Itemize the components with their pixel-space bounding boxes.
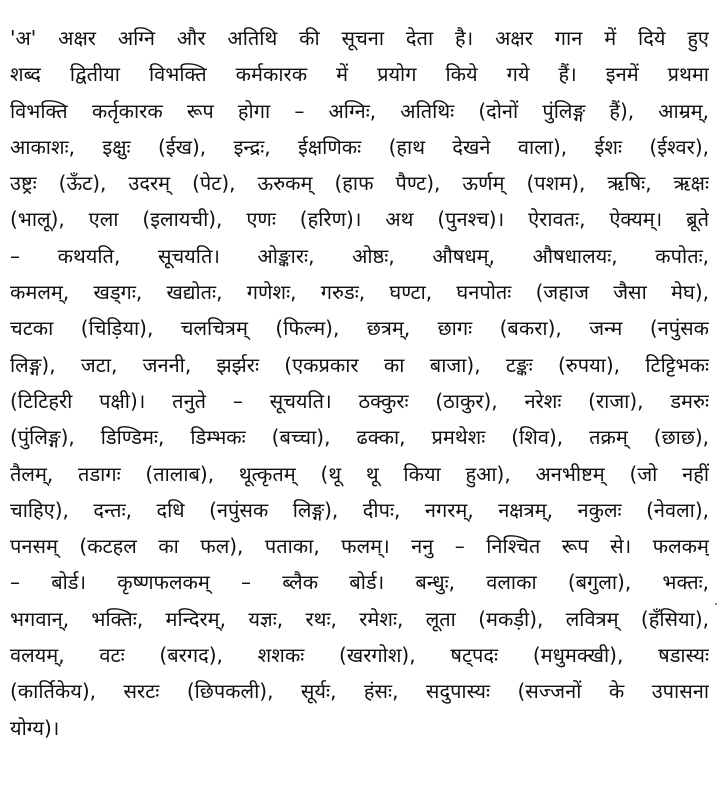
text-line-3: विभक्ति कर्तृकारक रूप होगा – अग्निः, अतिथिः (दोनों पुंलिङ्ग हैं), आम्रम्, <box>10 98 709 123</box>
text-line-2: शब्द द्वितीया विभक्ति कर्मकारक में प्रयोग किये गये हैं। इनमें प्रथमा <box>10 62 709 87</box>
text-line-7: – कथयति, सूचयति। ओङ्कारः, ओष्ठः, औषधम्, औषधालयः, कपोतः, <box>10 243 709 268</box>
text-line-12: (पुंलिङ्ग), डिण्डिमः, डिम्भकः (बच्चा), ढक्का, प्रमथेशः (शिव), तक्रम् (छाछ), <box>10 425 709 450</box>
text-line-8: कमलम्, खड्गः, खद्योतः, गणेशः, गरुडः, घण्टा, घनपोतः (जहाज जैसा मेघ), <box>10 280 709 305</box>
text-line-14: चाहिए), दन्तः, दधि (नपुंसक लिङ्ग), दीपः, नगरम्, नक्षत्रम्, नकुलः (नेवला), <box>10 497 709 522</box>
text-line-5: उष्ट्रः (ऊँट), उदरम् (पेट), ऊरुकम् (हाफ पैण्ट), ऊर्णम् (पशम), ऋषिः, ऋक्षः <box>10 171 709 196</box>
scan-speck <box>715 603 717 605</box>
text-line-1: 'अ' अक्षर अग्नि और अतिथि की सूचना देता है। अक्षर गान में दिये हुए <box>10 26 709 50</box>
text-line-9: चटका (चिड़िया), चलचित्रम् (फिल्म), छत्रम्, छागः (बकरा), जन्म (नपुंसक <box>10 316 709 341</box>
text-line-6: (भालू), एला (इलायची), एणः (हरिण)। अथ (पुनश्च)। ऐरावतः, ऐक्यम्। ब्रूते <box>10 207 709 232</box>
text-block <box>10 20 709 746</box>
text-line-17: भगवान्, भक्तिः, मन्दिरम्, यज्ञः, रथः, रमेशः, लूता (मकड़ी), लवित्रम् (हँसिया), <box>10 606 709 631</box>
text-line-15: पनसम् (कटहल का फल), पताका, फलम्। ननु – निश्चित रूप से। फलकम् <box>10 534 709 559</box>
text-line-13: तैलम्, तडागः (तालाब), थूत्कृतम् (थू थू किया हुआ), अनभीष्टम् (जो नहीं <box>10 461 709 486</box>
text-line-10: लिङ्ग), जटा, जननी, झर्झरः (एकप्रकार का बाजा), टङ्कः (रुपया), टिट्टिभकः <box>10 352 709 377</box>
text-line-18: वलयम्, वटः (बरगद), शशकः (खरगोश), षट्पदः (मधुमक्खी), षडास्यः <box>10 643 709 668</box>
text-line-11: (टिटिहरी पक्षी)। तनुते – सूचयति। ठक्कुरः (ठाकुर), नरेशः (राजा), डमरुः <box>10 388 709 413</box>
text-line-20: योग्य)। <box>10 715 60 740</box>
text-line-16: – बोर्ड। कृष्णफलकम् – ब्लैक बोर्ड। बन्धुः, वलाका (बगुला), भक्तः, <box>10 570 709 595</box>
text-line-19: (कार्तिकेय), सरटः (छिपकली), सूर्यः, हंसः, सदुपास्यः (सज्जनों के उपासना <box>10 679 709 704</box>
text-line-4: आकाशः, इक्षुः (ईख), इन्द्रः, ईक्षणिकः (हाथ देखने वाला), ईशः (ईश्वर), <box>10 134 709 159</box>
